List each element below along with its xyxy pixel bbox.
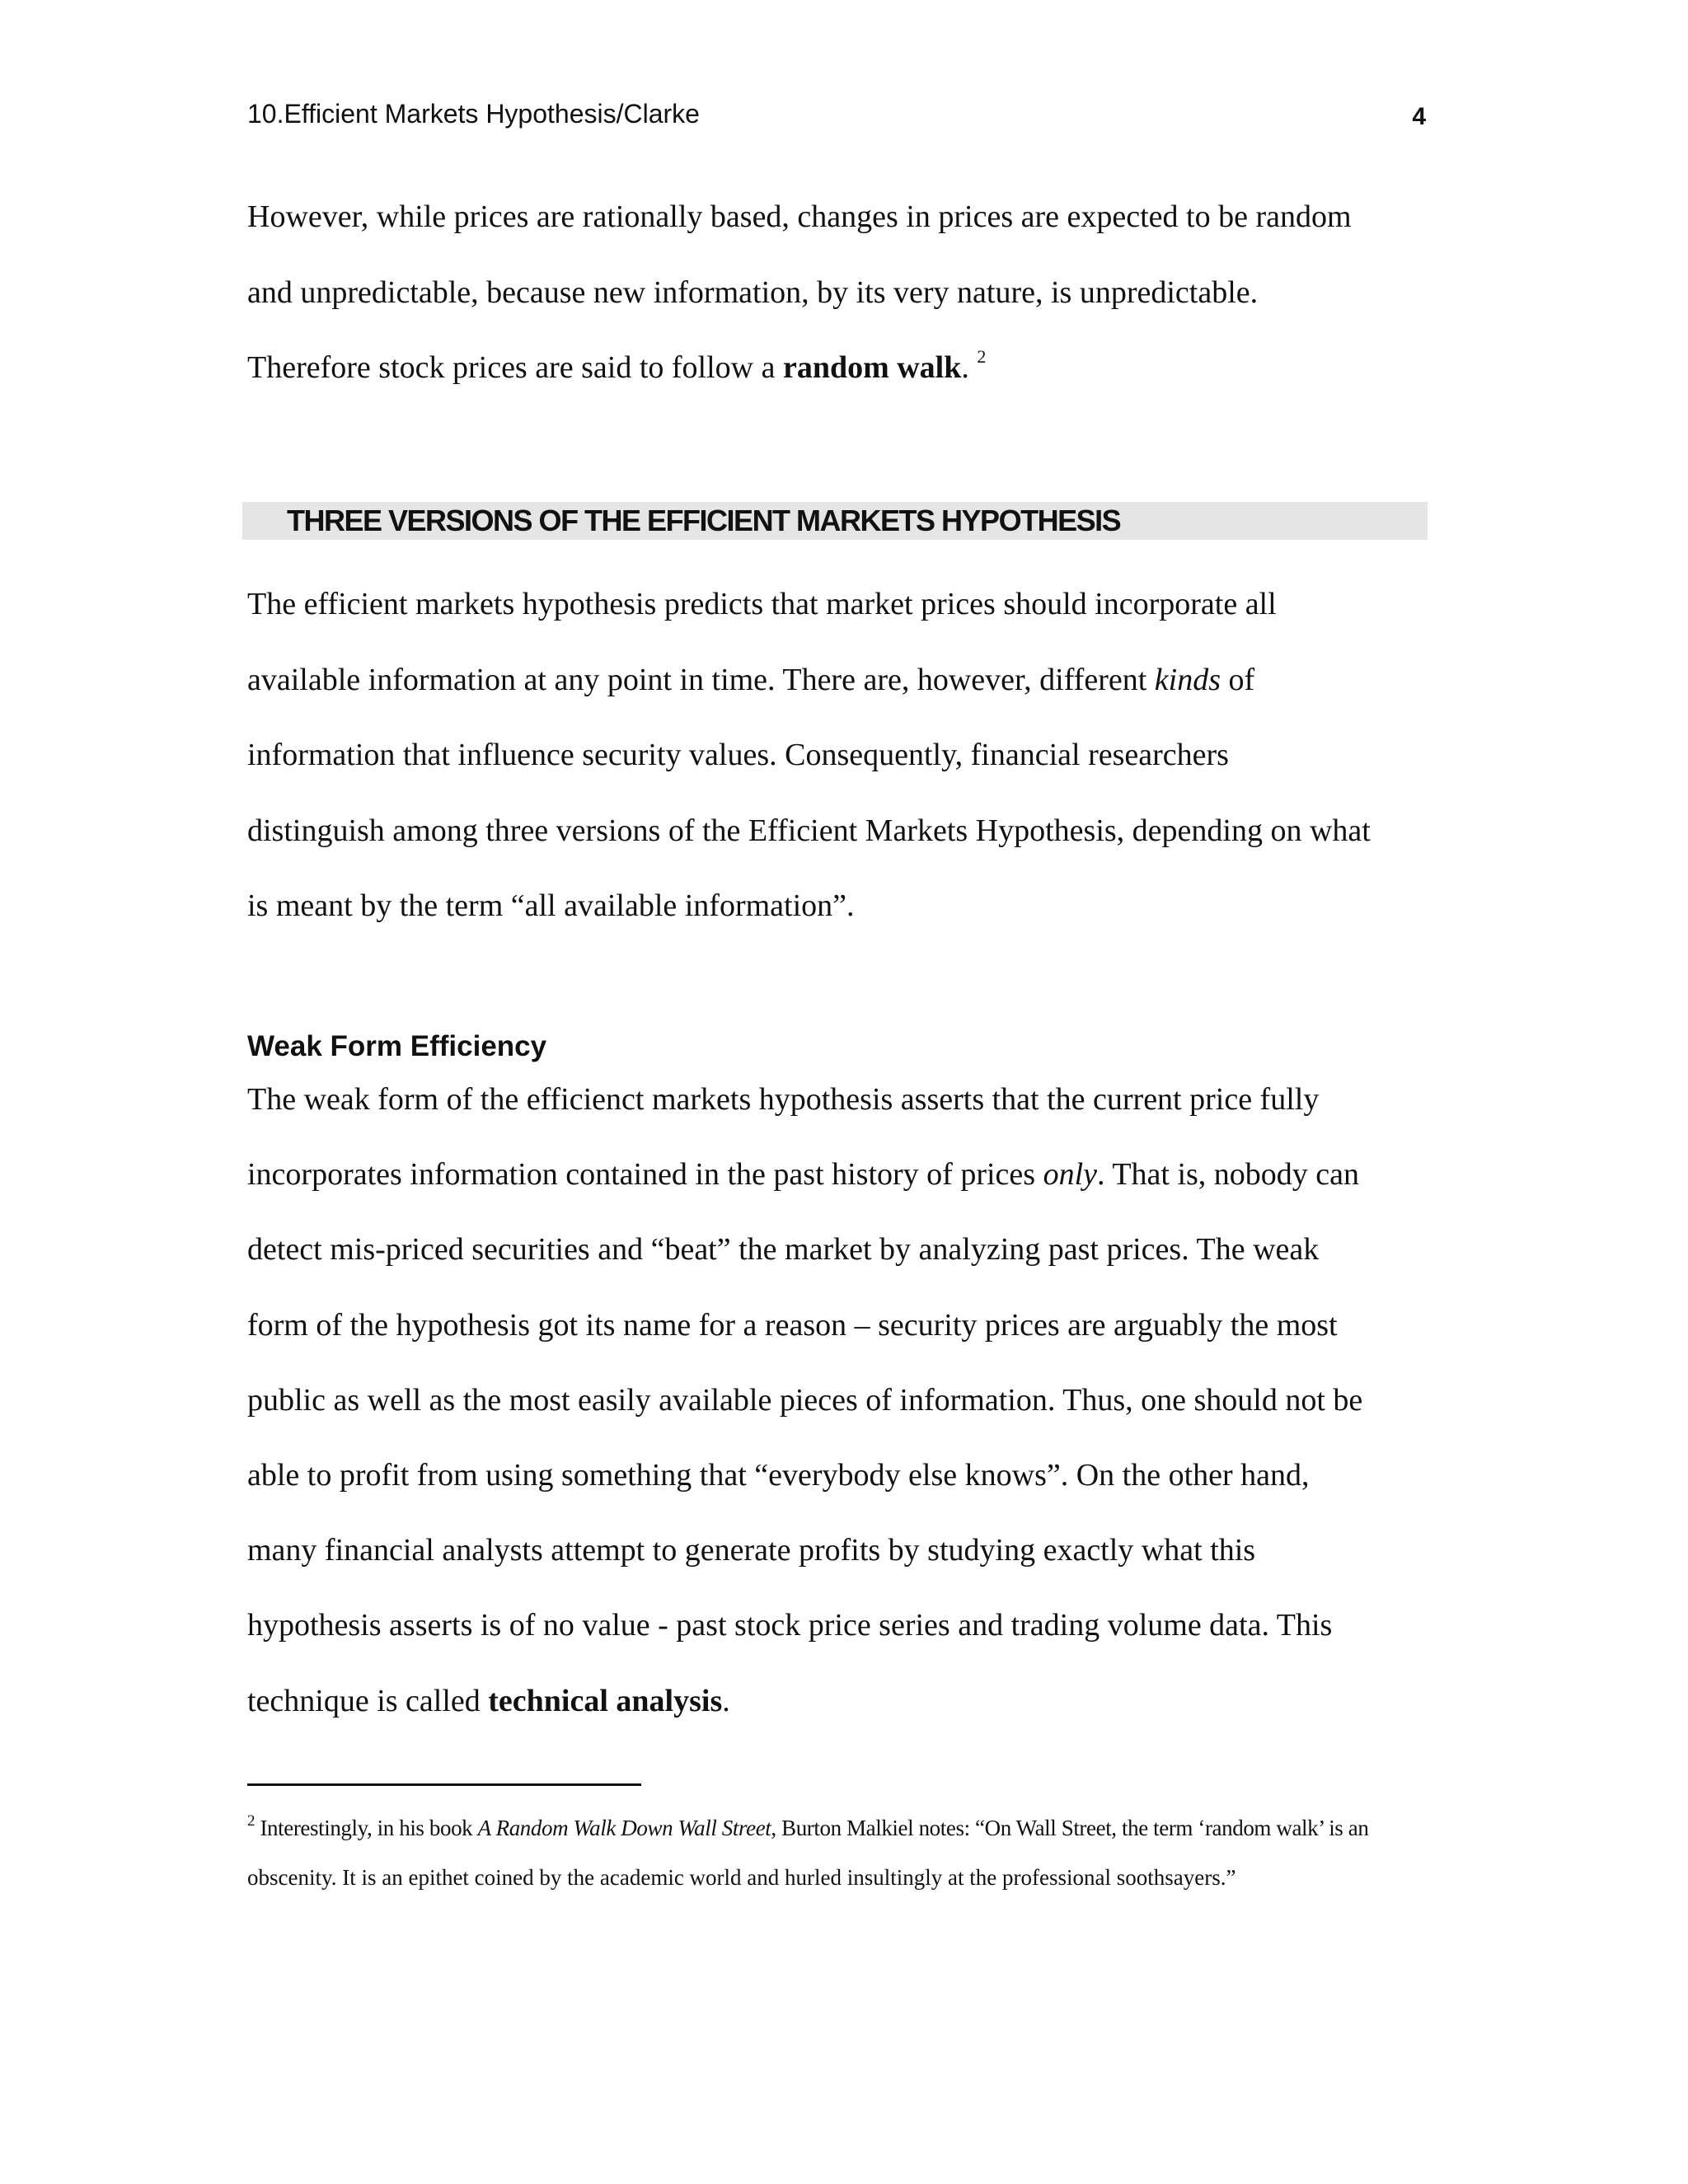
text-run: . That is, nobody can [1097,1157,1360,1193]
text-run: , Burton Malkiel notes: “On Wall Street, the term ‘random walk’ is an [771,1816,1369,1840]
text-line: public as well as the most easily available pieces of information. Thus, one should not be [247,1382,1363,1418]
text-line: However, while prices are rationally based, changes in prices are expected to be random [247,199,1352,234]
footnote-line: obscenity. It is an epithet coined by the academic world and hurled insultingly at the professional soothsayers.” [247,1865,1236,1890]
text-line [247,330,1434,406]
text-line: distinguish among three versions of the Efficient Markets Hypothesis, depending on what [247,813,1371,848]
section-heading: THREE VERSIONS OF THE EFFICIENT MARKETS HYPOTHESIS [287,504,1121,537]
footnote-mark: 2 [247,1812,256,1830]
running-header: 10.Efficient Markets Hypothesis/Clarke [247,99,700,129]
text-line: able to profit from using something that “everybody else knows”. On the other hand, [247,1458,1310,1493]
key-term-random-walk: random walk [782,350,962,385]
text-run: available information at any point in time. There are, however, different [247,662,1155,697]
text-run: of [1221,662,1255,697]
page-number: 4 [1412,103,1426,130]
footnote-separator [247,1783,641,1786]
subheading-weak-form: Weak Form Efficiency [247,1030,547,1062]
footnote [247,1803,1434,1902]
text-line [247,1137,1434,1212]
text-line: is meant by the term “all available information”. [247,888,855,923]
text-line: hypothesis asserts is of no value - past stock price series and trading volume data. This [247,1608,1333,1643]
text-run: technique is called [247,1683,489,1718]
text-line: form of the hypothesis got its name for a reason – security prices are arguably the most [247,1307,1338,1343]
text-run: Interestingly, in his book [255,1816,478,1840]
text-line: many financial analysts attempt to generate profits by studying exactly what this [247,1533,1256,1568]
text-line [247,1664,1434,1739]
footnote-reference[interactable]: 2 [977,346,987,367]
emphasis-only: only [1043,1157,1098,1193]
emphasis-kinds: kinds [1154,662,1221,697]
text-run: . [961,350,969,385]
text-run: Therefore stock prices are said to follow a [247,350,783,385]
text-line: The weak form of the efficienct markets hypothesis asserts that the current price fully [247,1082,1320,1117]
text-line: detect mis-priced securities and “beat” the market by analyzing past prices. The weak [247,1232,1320,1268]
text-line: information that influence security values. Consequently, financial researchers [247,738,1229,772]
text-line: and unpredictable, because new information, by its very nature, is unpredictable. [247,274,1259,310]
key-term-technical-analysis: technical analysis [488,1683,723,1718]
footnote-line [247,1803,1434,1853]
versions-paragraph [247,567,1434,944]
text-line [247,643,1434,719]
text-run: . [722,1683,730,1718]
intro-paragraph [247,180,1434,406]
weak-form-paragraph [247,1062,1434,1739]
text-run: incorporates information contained in the past history of prices [247,1157,1043,1193]
book-title: A Random Walk Down Wall Street [477,1816,771,1840]
text-line: The efficient markets hypothesis predicts that market prices should incorporate all [247,587,1277,621]
